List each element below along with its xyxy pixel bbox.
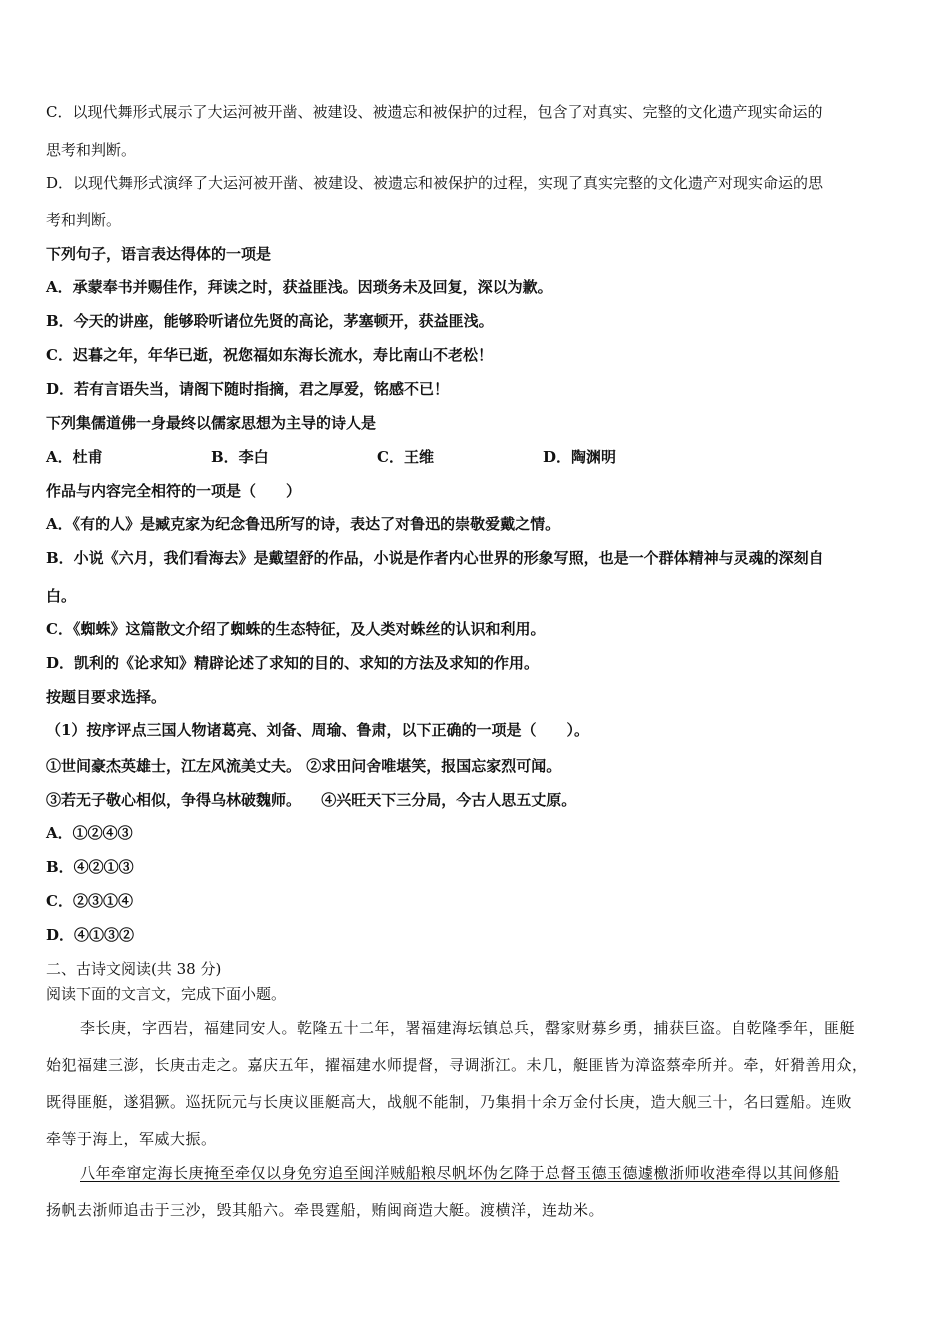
option-d-line1: D．以现代舞形式演绎了大运河被开凿、被建设、被遗忘和被保护的过程，实现了真实完整的文化遗产对现实命运的思 — [46, 174, 824, 192]
question-select-option-d: D．④①③② — [46, 926, 135, 944]
question-works-option-c: C．《蜘蛛》这篇散文介绍了蜘蛛的生态特征，及人类对蛛丝的认识和利用。 — [46, 620, 546, 638]
question-works-option-b-line1: B．小说《六月，我们看海去》是戴望舒的作品，小说是作者内心世界的形象写照，也是一个群体精神与灵魂的深刻自 — [46, 549, 824, 567]
passage-p1-line1: 李长庚，字西岩，福建同安人。乾隆五十二年，署福建海坛镇总兵，罄家财募乡勇，捕获巨盗。自乾隆季年，匪艇 — [80, 1019, 856, 1037]
question-works-option-a: A．《有的人》是臧克家为纪念鲁迅所写的诗，表达了对鲁迅的崇敬爱戴之情。 — [46, 515, 561, 533]
poet-option-b: B．李白 — [211, 448, 269, 466]
option-c-line1: C．以现代舞形式展示了大运河被开凿、被建设、被遗忘和被保护的过程，包含了对真实、完整的文化遗产现实命运的 — [46, 103, 823, 121]
question-expression-option-d: D．若有言语失当，请阁下随时指摘，君之厚爱，铭感不已！ — [46, 380, 450, 398]
question-select-stem: 按题目要求选择。 — [46, 688, 167, 706]
passage-p2-line2: 扬帆去浙师追击于三沙，毁其船六。牵畏霆船，贿闽商造大艇。渡横洋，连劫米。 — [46, 1201, 605, 1219]
passage-p2-line1-underlined — [80, 1163, 910, 1183]
poet-option-d: D．陶渊明 — [543, 448, 617, 466]
question-expression-option-c: C．迟暮之年，年华已逝，祝您福如东海长流水，寿比南山不老松！ — [46, 346, 493, 364]
section-intro: 阅读下面的文言文，完成下面小题。 — [46, 985, 287, 1003]
passage-p1-line3: 既得匪艇，遂猖獗。巡抚阮元与长庚议匪艇高大，战舰不能制，乃集捐十余万金付长庚，造大舰三十，名曰霆船。连败 — [46, 1093, 853, 1111]
poet-option-a: A．杜甫 — [46, 448, 103, 466]
option-c-line2: 思考和判断。 — [46, 141, 137, 159]
option-d-line2: 考和判断。 — [46, 211, 122, 229]
passage-p1-line2: 始犯福建三澎，长庚击走之。嘉庆五年，擢福建水师提督，寻调浙江。未几，艇匪皆为漳盗蔡牵所并。牵，奸猾善用众， — [46, 1056, 868, 1074]
section-heading: 二、古诗文阅读(共 38 分) — [46, 960, 222, 978]
question-works-option-d: D．凯利的《论求知》精辟论述了求知的目的、求知的方法及求知的作用。 — [46, 654, 540, 672]
question-poet-options — [46, 447, 910, 467]
question-select-option-c: C．②③①④ — [46, 892, 133, 910]
poet-option-c: C．王维 — [377, 448, 434, 466]
question-expression-stem: 下列句子，语言表达得体的一项是 — [46, 245, 272, 263]
question-poet-stem: 下列集儒道佛一身最终以儒家思想为主导的诗人是 — [46, 414, 377, 432]
poem-lines-1: ①世间豪杰英雄士，江左风流美丈夫。 ②求田问舍唯堪笑，报国忘家烈可闻。 — [46, 757, 562, 775]
question-expression-option-b: B．今天的讲座，能够聆听诸位先贤的高论，茅塞顿开，获益匪浅。 — [46, 312, 494, 330]
question-select-option-a: A．①②④③ — [46, 824, 133, 842]
question-expression-option-a: A．承蒙奉书并赐佳作，拜读之时，获益匪浅。因琐务未及回复，深以为歉。 — [46, 278, 553, 296]
underlined-sentence: 八年牵窜定海长庚掩至牵仅以身免穷追至闽洋贼船粮尽帆坏伪乞降于总督玉德玉德遽檄浙师收港牵得以其间修船 — [80, 1164, 840, 1182]
poem-lines-2: ③若无子敬心相似，争得乌林破魏师。 ④兴旺天下三分局，今古人思五丈原。 — [46, 791, 577, 809]
question-works-option-b-line2: 白。 — [46, 587, 77, 605]
passage-p1-line4: 牵等于海上，军威大振。 — [46, 1130, 217, 1148]
question-select-sub: （1）按序评点三国人物诸葛亮、刘备、周瑜、鲁肃，以下正确的一项是（ ）。 — [46, 721, 589, 739]
question-works-stem: 作品与内容完全相符的一项是（ ） — [46, 482, 302, 500]
question-select-option-b: B．④②①③ — [46, 858, 134, 876]
